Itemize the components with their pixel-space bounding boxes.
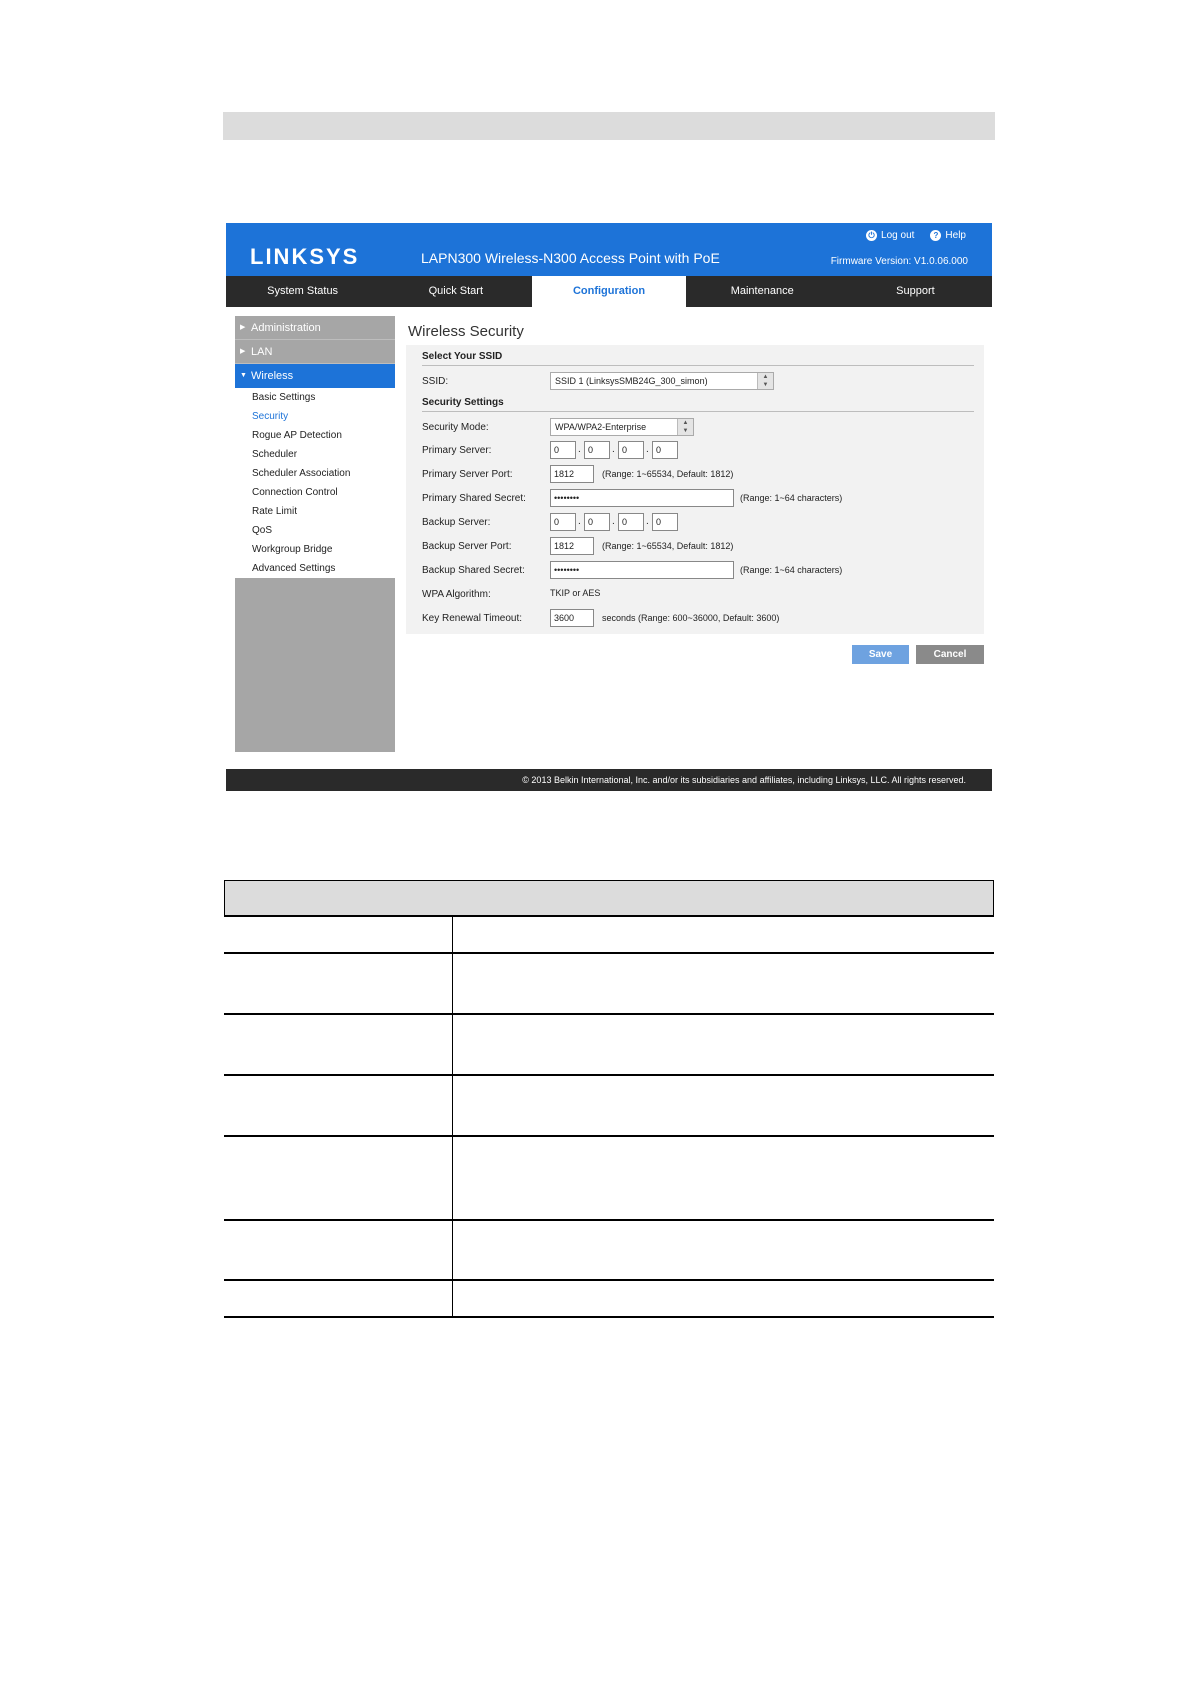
sidebar-subitem-scheduler[interactable]: Scheduler bbox=[252, 449, 298, 460]
footer: © 2013 Belkin International, Inc. and/or its subsidiaries and affiliates, including Linksys, LLC. All rights reserved. bbox=[226, 769, 992, 791]
section-heading-band bbox=[223, 112, 995, 140]
sidebar-item-administration[interactable] bbox=[235, 316, 395, 340]
brand-logo: LINKSYS bbox=[250, 244, 360, 269]
main-content bbox=[406, 316, 990, 660]
ip-separator: . bbox=[612, 444, 615, 455]
logout-link[interactable] bbox=[866, 230, 914, 241]
primary-server-octet-2[interactable]: 0 bbox=[584, 441, 610, 459]
sidebar-item-label: LAN bbox=[251, 346, 273, 358]
key-renewal-input[interactable]: 3600 bbox=[550, 609, 594, 627]
backup-server-octet-2[interactable]: 0 bbox=[584, 513, 610, 531]
spinner-arrows-icon: ▲ ▼ bbox=[677, 419, 693, 435]
tab-system-status[interactable]: System Status bbox=[267, 285, 339, 297]
tab-quick-start[interactable]: Quick Start bbox=[428, 285, 483, 297]
sidebar-item-label: Administration bbox=[251, 322, 321, 334]
ssid-select[interactable] bbox=[550, 372, 774, 390]
primary-server-octet-1[interactable]: 0 bbox=[550, 441, 576, 459]
backup-server-label: Backup Server: bbox=[422, 517, 491, 528]
primary-server-octet-4[interactable]: 0 bbox=[652, 441, 678, 459]
sidebar-subitem-advanced-settings[interactable]: Advanced Settings bbox=[252, 563, 336, 574]
backup-server-octet-3[interactable]: 0 bbox=[618, 513, 644, 531]
help-icon: ? bbox=[930, 230, 941, 241]
logout-label: Log out bbox=[881, 230, 915, 241]
table-row bbox=[224, 1137, 994, 1221]
wireless-submenu bbox=[235, 388, 395, 578]
sidebar-subitem-scheduler-association[interactable]: Scheduler Association bbox=[252, 468, 351, 479]
security-mode-value: WPA/WPA2-Enterprise bbox=[555, 422, 647, 432]
primary-secret-hint: (Range: 1~64 characters) bbox=[740, 493, 843, 503]
table-header bbox=[224, 880, 994, 917]
table-row bbox=[224, 1015, 994, 1076]
primary-server-label: Primary Server: bbox=[422, 445, 492, 456]
tab-configuration[interactable]: Configuration bbox=[532, 276, 685, 307]
ssid-select-value: SSID 1 (LinksysSMB24G_300_simon) bbox=[555, 376, 708, 386]
ui-screenshot bbox=[226, 223, 992, 791]
header-links bbox=[866, 230, 966, 241]
sidebar bbox=[235, 316, 395, 752]
sidebar-subitem-security[interactable]: Security bbox=[252, 411, 289, 422]
backup-server-octet-1[interactable]: 0 bbox=[550, 513, 576, 531]
sidebar-item-label: Wireless bbox=[251, 370, 294, 382]
table-row bbox=[224, 1281, 994, 1318]
table-row bbox=[224, 1221, 994, 1281]
backup-secret-input[interactable]: •••••••• bbox=[550, 561, 734, 579]
ip-separator: . bbox=[578, 444, 581, 455]
backup-secret-hint: (Range: 1~64 characters) bbox=[740, 565, 843, 575]
backup-port-input[interactable]: 1812 bbox=[550, 537, 594, 555]
backup-server-octet-4[interactable]: 0 bbox=[652, 513, 678, 531]
page-title: Wireless Security bbox=[408, 323, 524, 340]
sidebar-subitem-rate-limit[interactable]: Rate Limit bbox=[252, 506, 298, 517]
sidebar-subitem-connection-control[interactable]: Connection Control bbox=[252, 487, 338, 498]
primary-secret-label: Primary Shared Secret: bbox=[422, 493, 526, 504]
product-title: LAPN300 Wireless-N300 Access Point with PoE bbox=[421, 250, 720, 266]
table-row bbox=[224, 917, 994, 954]
sidebar-subitem-rogue-ap-detection[interactable]: Rogue AP Detection bbox=[252, 430, 342, 441]
security-mode-label: Security Mode: bbox=[422, 422, 489, 433]
app-header bbox=[226, 223, 992, 276]
divider bbox=[422, 365, 974, 366]
spinner-arrows-icon: ▲ ▼ bbox=[757, 373, 773, 389]
sidebar-subitem-qos[interactable]: QoS bbox=[252, 525, 273, 536]
firmware-version: Firmware Version: V1.0.06.000 bbox=[830, 256, 968, 267]
help-label: Help bbox=[945, 230, 966, 241]
wpa-algorithm-label: WPA Algorithm: bbox=[422, 589, 491, 600]
caret-down-icon: ▼ bbox=[240, 372, 247, 379]
tab-maintenance[interactable]: Maintenance bbox=[730, 285, 794, 297]
sidebar-subitem-basic-settings[interactable]: Basic Settings bbox=[252, 392, 316, 403]
backup-port-hint: (Range: 1~65534, Default: 1812) bbox=[602, 541, 734, 551]
primary-port-label: Primary Server Port: bbox=[422, 469, 513, 480]
ip-separator: . bbox=[646, 516, 649, 527]
key-renewal-hint: seconds (Range: 600~36000, Default: 3600) bbox=[602, 613, 780, 623]
primary-port-hint: (Range: 1~65534, Default: 1812) bbox=[602, 469, 734, 479]
sidebar-item-lan[interactable] bbox=[235, 340, 395, 364]
table-row bbox=[224, 954, 994, 1015]
tab-support[interactable]: Support bbox=[896, 285, 935, 297]
key-renewal-label: Key Renewal Timeout: bbox=[422, 613, 523, 624]
power-icon: ⏻ bbox=[866, 230, 877, 241]
primary-server-octet-3[interactable]: 0 bbox=[618, 441, 644, 459]
main-nav bbox=[226, 276, 992, 307]
ssid-label: SSID: bbox=[422, 376, 449, 387]
sidebar-item-wireless[interactable] bbox=[235, 364, 395, 388]
ip-separator: . bbox=[646, 444, 649, 455]
description-table bbox=[224, 880, 994, 1318]
primary-secret-input[interactable]: •••••••• bbox=[550, 489, 734, 507]
sidebar-subitem-workgroup-bridge[interactable]: Workgroup Bridge bbox=[252, 544, 333, 555]
table-row bbox=[224, 1076, 994, 1137]
caret-right-icon: ▶ bbox=[240, 324, 246, 331]
backup-port-label: Backup Server Port: bbox=[422, 541, 512, 552]
help-link[interactable] bbox=[930, 230, 966, 241]
select-ssid-heading: Select Your SSID bbox=[422, 351, 503, 362]
caret-right-icon: ▶ bbox=[240, 348, 246, 355]
security-mode-select[interactable] bbox=[550, 418, 694, 436]
primary-port-input[interactable]: 1812 bbox=[550, 465, 594, 483]
ip-separator: . bbox=[578, 516, 581, 527]
ip-separator: . bbox=[612, 516, 615, 527]
security-settings-heading: Security Settings bbox=[422, 397, 504, 408]
save-button[interactable]: Save bbox=[852, 645, 909, 664]
cancel-button[interactable]: Cancel bbox=[916, 645, 984, 664]
backup-secret-label: Backup Shared Secret: bbox=[422, 565, 525, 576]
security-form bbox=[406, 345, 984, 634]
wpa-algorithm-value: TKIP or AES bbox=[550, 588, 601, 598]
divider bbox=[422, 411, 974, 412]
